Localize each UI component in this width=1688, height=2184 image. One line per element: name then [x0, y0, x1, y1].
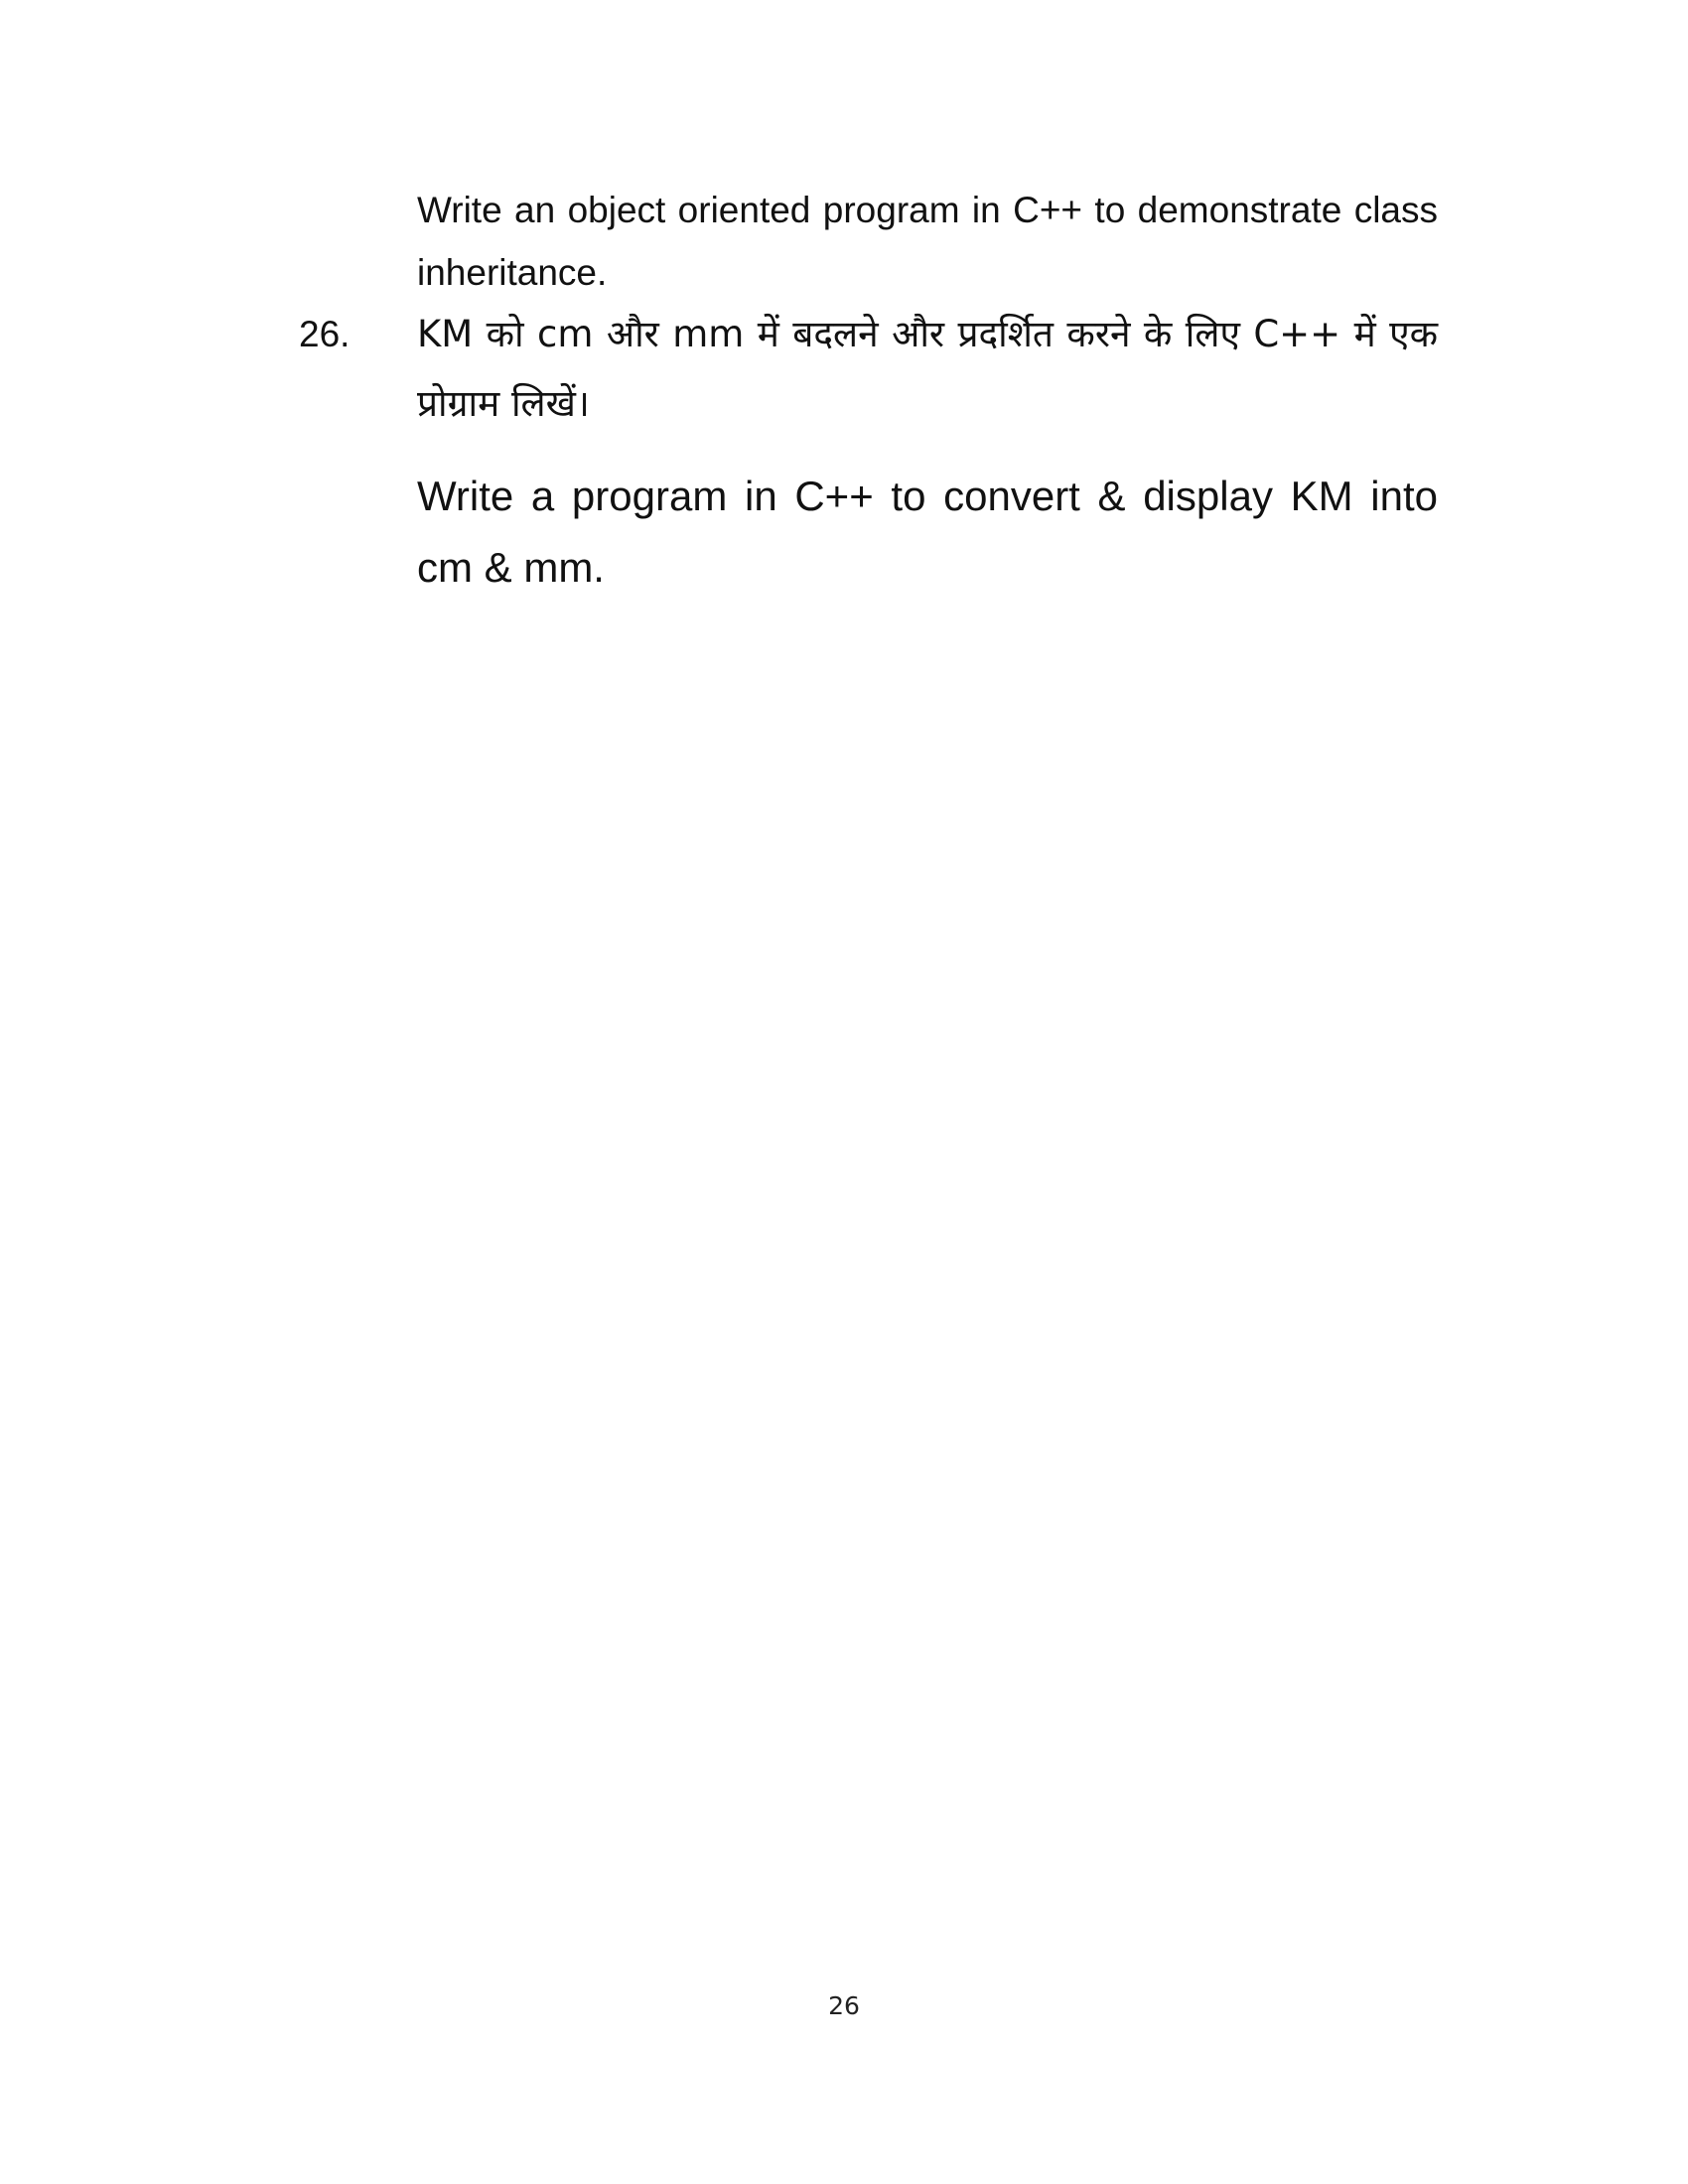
- question-26-english: Write a program in C++ to convert & display KM into cm & mm.: [417, 473, 1438, 591]
- page-number: 26: [828, 1991, 860, 2020]
- previous-question-english: Write an object oriented program in C++ to demonstrate class inheritance.: [417, 190, 1438, 293]
- question-number: 26.: [299, 314, 351, 354]
- question-26-hindi: KM को cm और mm में बदलने और प्रदर्शित करने के लिए C++ में एक प्रोग्राम लिखें।: [417, 313, 1438, 425]
